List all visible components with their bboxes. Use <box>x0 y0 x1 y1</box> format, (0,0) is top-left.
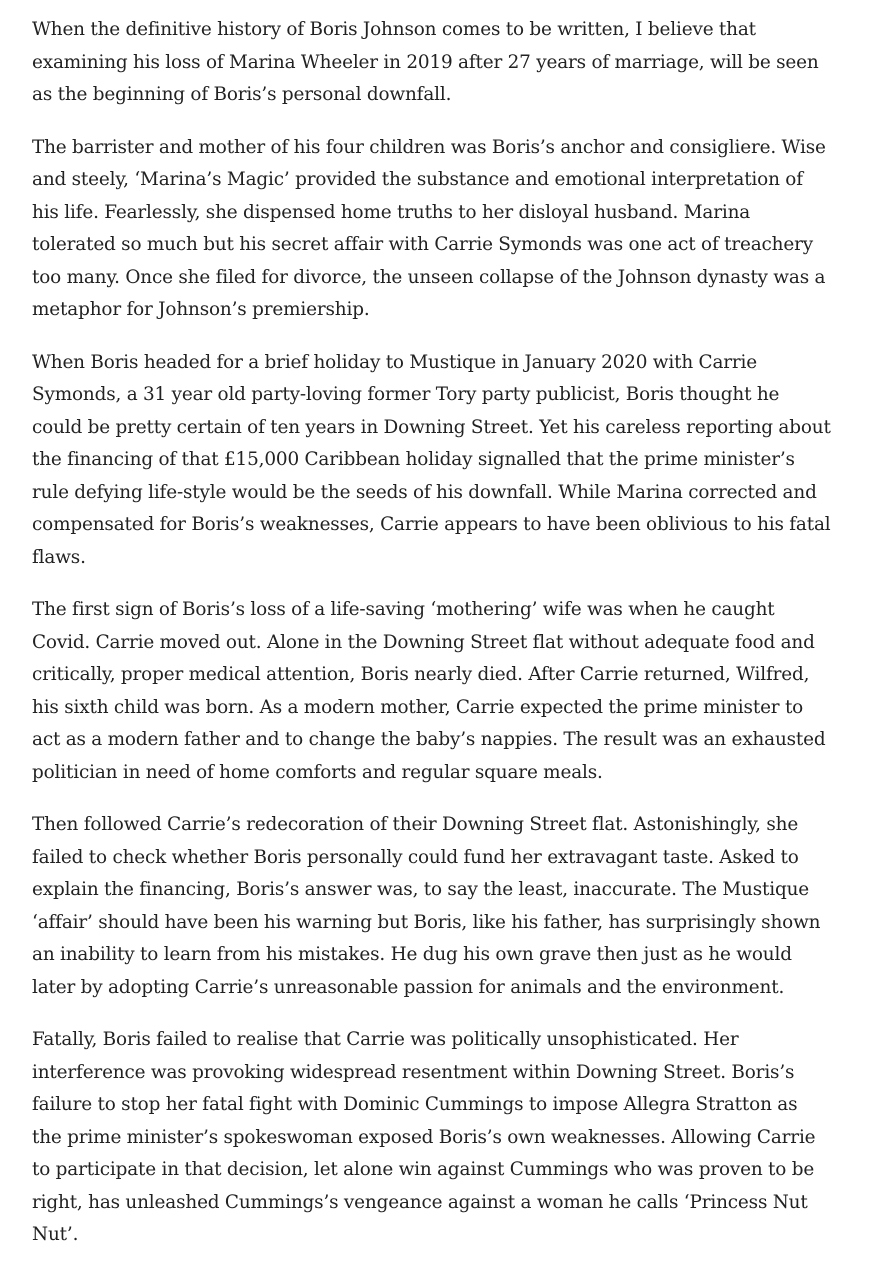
article-paragraph-5: Then followed Carrie’s redecoration of their Downing Street flat. Astonishingly, she failed to check whether Boris personally could fund her extravagant taste. Asked to explain the financing, Boris’s answer was, to say the least, inaccurate. The Mustique ‘affair’ should have been his warning but Boris, like his father, has surprisingly shown an inability to learn from his mistakes. He dug his own grave then just as he would later by adopting Carrie’s unreasonable passion for animals and the environment. <box>32 814 821 998</box>
article-paragraph-6: Fatally, Boris failed to realise that Carrie was politically unsophisticated. Her interference was provoking widespread resentment within Downing Street. Boris’s failure to stop her fatal fight with Dominic Cummings to impose Allegra Stratton as the prime minister’s spokeswoman exposed Boris’s own weaknesses. Allowing Carrie to participate in that decision, let alone win against Cummings who was proven to be right, has unleashed Cummings’s vengeance against a woman he calls ‘Princess Nut Nut’. <box>32 1029 816 1245</box>
article-paragraph-1: When the definitive history of Boris Johnson comes to be written, I believe that examining his loss of Marina Wheeler in 2019 after 27 years of marriage, will be seen as the beginning of Boris’s personal downfall. <box>32 19 819 105</box>
article-paragraph-2: The barrister and mother of his four children was Boris’s anchor and consigliere. Wise and steely, ‘Marina’s Magic’ provided the substance and emotional interpretation of his life. Fearlessly, she dispensed home truths to her disloyal husband. Marina tolerated so much but his secret affair with Carrie Symonds was one act of treachery too many. Once she filed for divorce, the unseen collapse of the Johnson dynasty was a metaphor for Johnson’s premiership. <box>32 136 826 320</box>
article-paragraph-3: When Boris headed for a brief holiday to Mustique in January 2020 with Carrie Symonds, a 31 year old party-loving former Tory party publicist, Boris thought he could be pretty certain of ten years in Downing Street. Yet his careless reporting about the financing of that £15,000 Caribbean holiday signalled that the prime minister’s rule defying life-style would be the seeds of his downfall. While Marina corrected and compensated for Boris’s weaknesses, Carrie appears to have been oblivious to his fatal flaws. <box>32 351 831 568</box>
article-body <box>32 14 832 1272</box>
article-paragraph-4: The first sign of Boris’s loss of a life-saving ‘mothering’ wife was when he caught Covid. Carrie moved out. Alone in the Downing Street flat without adequate food and critically, proper medical attention, Boris nearly died. After Carrie returned, Wilfred, his sixth child was born. As a modern mother, Carrie expected the prime minister to act as a modern father and to change the baby’s nappies. The result was an exhausted politician in need of home comforts and regular square meals. <box>32 599 826 783</box>
